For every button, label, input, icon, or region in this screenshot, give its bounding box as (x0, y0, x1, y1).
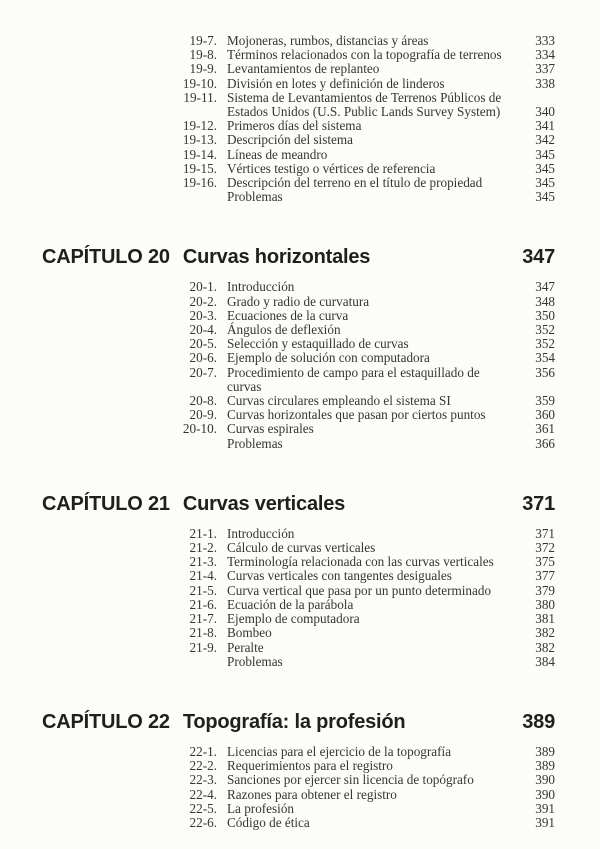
entry-page-number: 333 (535, 33, 555, 48)
entry-number: 19-9. (189, 61, 217, 77)
entry-number: 21-4. (189, 568, 217, 584)
toc-entry (42, 148, 555, 162)
entry-title: Ángulos de deflexión (227, 322, 341, 338)
entry-title: Problemas (227, 653, 283, 669)
entry-number: 21-2. (189, 540, 217, 556)
toc-entry (42, 437, 555, 451)
entry-title-line: Sistema de Levantamientos de Terrenos Públicos de (227, 89, 502, 105)
chapter-heading (42, 711, 555, 733)
toc-entry (42, 422, 555, 436)
table-of-contents (42, 34, 555, 830)
entry-page-number: 360 (535, 407, 555, 423)
toc-entry (42, 816, 555, 830)
entry-page-number: 375 (535, 554, 555, 570)
entry-number: 22-4. (189, 786, 217, 802)
toc-entry (42, 48, 555, 62)
entry-page-number: 391 (535, 814, 555, 830)
entry-number: 21-7. (189, 611, 217, 627)
entry-page-number: 338 (535, 75, 555, 91)
toc-entry (42, 162, 555, 176)
entry-title: Curva vertical que pasa por un punto determinado (227, 582, 492, 598)
entry-page-number: 359 (535, 393, 555, 409)
entry-number: 21-1. (189, 525, 217, 541)
entry-page-number: 382 (535, 639, 555, 655)
entry-title: Términos relacionados con la topografía de terrenos (227, 47, 502, 63)
entry-number: 20-1. (189, 279, 217, 295)
entry-page-number: 345 (535, 160, 555, 176)
entry-number: 20-6. (189, 350, 217, 366)
entry-page-number: 347 (535, 279, 555, 295)
entry-number: 22-1. (189, 743, 217, 759)
entry-page-number: 361 (535, 421, 555, 437)
entry-page-number: 377 (535, 568, 555, 584)
entry-page-number: 345 (535, 146, 555, 162)
toc-entry (42, 190, 555, 204)
entry-title: Ecuación de la parábola (227, 596, 354, 612)
entry-page-number: 352 (535, 322, 555, 338)
entry-title: Primeros días del sistema (227, 118, 362, 134)
toc-entry (42, 759, 555, 773)
entry-title: Cálculo de curvas verticales (227, 540, 376, 556)
entry-page-number: 340 (535, 104, 555, 120)
entry-number: 19-11. (183, 89, 217, 105)
toc-entry (42, 555, 555, 569)
toc-entry (42, 773, 555, 787)
toc-entry (42, 527, 555, 541)
entry-page-number: 334 (535, 47, 555, 63)
entry-title: Peralte (227, 639, 264, 655)
toc-entry (42, 788, 555, 802)
entry-page-number: 372 (535, 540, 555, 556)
entry-title: Razones para obtener el registro (227, 786, 397, 802)
entry-title: Requerimientos para el registro (227, 758, 393, 774)
chapter-title: Curvas verticales (182, 492, 346, 515)
chapter-label: CAPÍTULO 21 (42, 492, 170, 515)
entry-page-number: 390 (535, 786, 555, 802)
toc-entry (42, 626, 555, 640)
entry-page-number: 390 (535, 772, 555, 788)
toc-entry (42, 802, 555, 816)
entry-number: 20-4. (189, 322, 217, 338)
entry-number: 19-16. (182, 175, 217, 191)
entry-number: 21-6. (189, 596, 217, 612)
toc-entry (42, 337, 555, 351)
toc-entry (42, 351, 555, 365)
chapter-heading (42, 246, 555, 268)
entry-title: Código de ética (227, 814, 310, 830)
entry-number: 21-3. (189, 554, 217, 570)
entry-page-number: 342 (535, 132, 555, 148)
entry-title: Líneas de meandro (227, 146, 328, 162)
entry-title: La profesión (227, 800, 295, 816)
toc-entry (42, 34, 555, 48)
entry-title: Mojoneras, rumbos, distancias y áreas (227, 33, 429, 48)
entry-title: Bombeo (227, 625, 272, 641)
entry-title: Curvas horizontales que pasan por ciertos puntos (227, 407, 486, 423)
entry-number: 19-15. (182, 160, 217, 176)
entry-page-number: 384 (535, 653, 555, 669)
chapter-block (42, 246, 555, 450)
toc-entry (42, 584, 555, 598)
entry-number: 22-6. (189, 814, 217, 830)
entry-title: Curvas verticales con tangentes desiguales (227, 568, 452, 584)
chapter-title: Curvas horizontales (182, 246, 371, 269)
toc-entry (42, 569, 555, 583)
toc-entry (42, 280, 555, 294)
entry-number: 21-8. (189, 625, 217, 641)
chapter-label: CAPÍTULO 20 (42, 246, 170, 269)
toc-entry (42, 119, 555, 133)
entry-number: 21-9. (189, 639, 217, 655)
chapter-block (42, 711, 555, 830)
entry-title: Sanciones por ejercer sin licencia de topógrafo (227, 772, 474, 788)
entry-title: Levantamientos de replanteo (227, 61, 380, 77)
chapter-heading (42, 493, 555, 515)
entry-page-number: 366 (535, 435, 555, 451)
chapter-block (42, 493, 555, 669)
entry-title: Terminología relacionada con las curvas verticales (227, 554, 494, 570)
toc-entry (42, 309, 555, 323)
entry-page-number: 337 (535, 61, 555, 77)
entry-number: 22-5. (189, 800, 217, 816)
entry-number: 20-7. (189, 364, 217, 380)
entry-title: Problemas (227, 189, 283, 205)
toc-entry (42, 655, 555, 669)
entry-title: Curvas espirales (227, 421, 314, 437)
entry-number: 21-5. (189, 582, 217, 598)
entry-title: Ecuaciones de la curva (227, 307, 349, 323)
entry-number: 19-13. (182, 132, 217, 148)
entry-title: Grado y radio de curvatura (227, 293, 370, 309)
entry-page-number: 380 (535, 596, 555, 612)
entry-title: Vértices testigo o vértices de referencia (227, 160, 436, 176)
toc-entry (42, 91, 555, 119)
toc-entry (42, 612, 555, 626)
entry-number: 20-5. (189, 336, 217, 352)
chapter-label: CAPÍTULO 22 (42, 710, 170, 733)
toc-entry (42, 541, 555, 555)
entry-page-number: 341 (535, 118, 555, 134)
toc-entry (42, 323, 555, 337)
entry-page-number: 354 (535, 350, 555, 366)
toc-entry (42, 366, 555, 394)
toc-entry (42, 394, 555, 408)
entry-title: Selección y estaquillado de curvas (227, 336, 409, 352)
chapter-title: Topografía: la profesión (182, 710, 406, 733)
entry-page-number: 381 (535, 611, 555, 627)
entry-number: 19-12. (182, 118, 217, 134)
entry-title: Ejemplo de computadora (227, 611, 360, 627)
entry-page-number: 389 (535, 743, 555, 759)
entry-number: 19-7. (189, 33, 217, 48)
toc-entry (42, 62, 555, 76)
toc-entry (42, 408, 555, 422)
entry-title: Introducción (227, 525, 295, 541)
entry-page-number: 389 (535, 758, 555, 774)
toc-entry (42, 133, 555, 147)
entry-number: 20-3. (189, 307, 217, 323)
entry-page-number: 352 (535, 336, 555, 352)
entry-page-number: 348 (535, 293, 555, 309)
entry-title: Introducción (227, 279, 295, 295)
chapter-page-number: 371 (522, 492, 555, 515)
entry-number: 19-10. (182, 75, 217, 91)
entry-title: Curvas circulares empleando el sistema SI (227, 393, 451, 409)
toc-entry (42, 176, 555, 190)
continued-entries-block (42, 34, 555, 204)
toc-entry (42, 641, 555, 655)
entry-number: 20-8. (189, 393, 217, 409)
entry-title: División en lotes y definición de linderos (227, 75, 445, 91)
entry-page-number: 345 (535, 175, 555, 191)
entry-number: 19-8. (189, 47, 217, 63)
entry-page-number: 356 (535, 364, 555, 380)
toc-entry (42, 295, 555, 309)
entry-page-number: 379 (535, 582, 555, 598)
entry-number: 22-3. (189, 772, 217, 788)
entry-page-number: 345 (535, 189, 555, 205)
entry-number: 20-9. (189, 407, 217, 423)
toc-entry (42, 598, 555, 612)
entry-title (227, 91, 515, 119)
entry-page-number: 371 (535, 525, 555, 541)
toc-entry (42, 745, 555, 759)
entry-page-number: 350 (535, 307, 555, 323)
entry-title-line: Estados Unidos (U.S. Public Lands Survey System) (227, 104, 501, 120)
entry-page-number: 391 (535, 800, 555, 816)
toc-entry (42, 77, 555, 91)
entry-title: Descripción del terreno en el título de propiedad (227, 175, 483, 191)
entry-number: 19-14. (182, 146, 217, 162)
entry-number: 22-2. (189, 758, 217, 774)
entry-number: 20-10. (182, 421, 217, 437)
entry-title: Procedimiento de campo para el estaquillado de curvas (227, 364, 480, 394)
entry-title: Licencias para el ejercicio de la topografía (227, 743, 452, 759)
entry-title: Ejemplo de solución con computadora (227, 350, 430, 366)
entry-title: Descripción del sistema (227, 132, 353, 148)
chapter-page-number: 389 (522, 710, 555, 733)
entry-page-number: 382 (535, 625, 555, 641)
entry-number: 20-2. (189, 293, 217, 309)
entry-title: Problemas (227, 435, 283, 451)
chapter-page-number: 347 (522, 246, 555, 269)
